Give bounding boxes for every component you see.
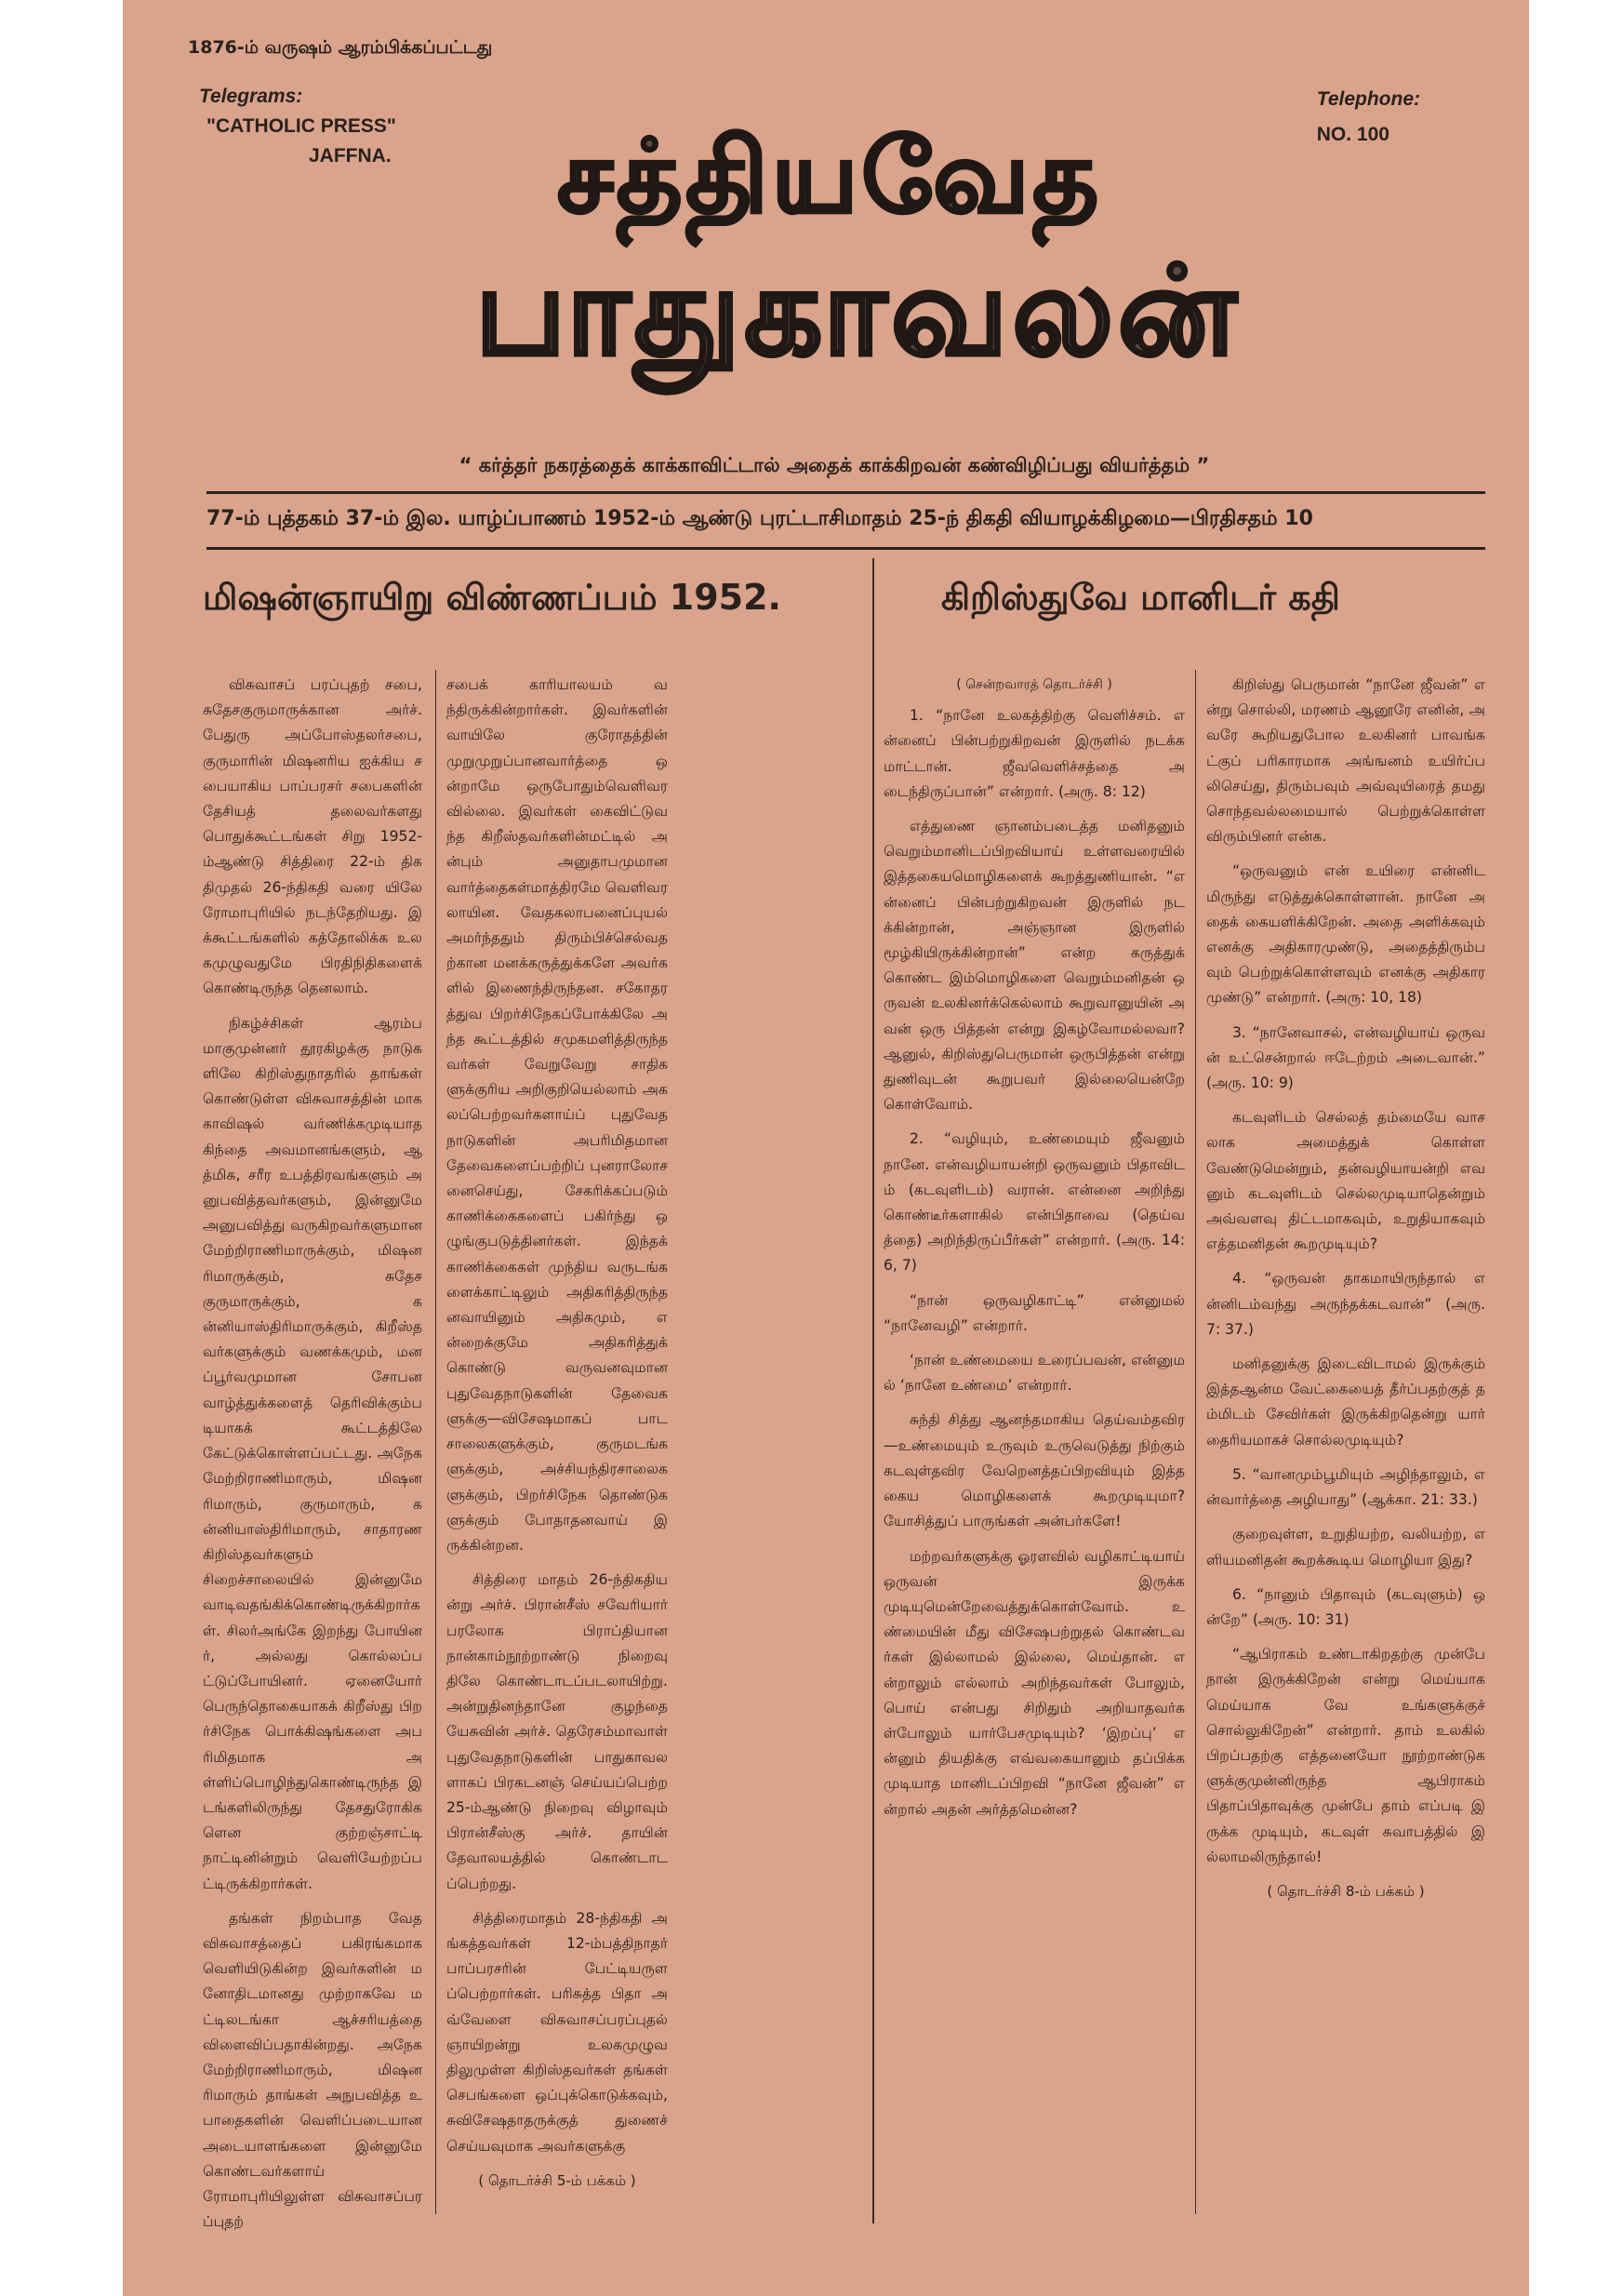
paragraph: எத்துணை ஞானம்படைத்த மனிதனும் வெறும்மானிடப்பிறவியாய் உள்ளவரையில் இத்தகையமொழிகளைக் கூறத்துணியான். “என்னைப் பின்பற்றுகிறவன் இருளில் நடக்கின்றான், அஞ்ஞான இருளில் மூழ்கியிருக்கின்றான்” என்ற கருத்துக் கொண்ட இம்மொழிகளை வெறும்மனிதன் ஒருவன் உலகினர்க்கெல்லாம் கூறுவானுயின் அவன் ஒரு பித்தன் என்று இகழ்வோமல்லவா? ஆனுல், கிறிஸ்துபெருமான் ஒருபித்தன் என்று துணிவுடன் கூறுபவர் இல்லையென்றே கொள்வோம். bbox=[884, 818, 1185, 1114]
paragraph: சித்திரை மாதம் 26-ந்திகதியன்று அர்ச். பிரான்சீஸ் சவேரியார் பரலோக பிராப்தியான நான்காம்நூற்றாண்டு நிறைவு திலே கொண்டாடப்படலாயிற்று. அன்றுதினந்தானே குழந்தை யேசுவின் அர்ச். தெரேசம்மாவாள் புதுவேதநாடுகளின் பாதுகாவலளாகப் பிரகடனஞ் செய்யப்பெற்ற 25-ம்ஆண்டு நிறைவு விழாவும் பிரான்சீஸ்கு அர்ச். தாயின் தேவாலயத்தில் கொண்டாடப்பெற்றது. bbox=[446, 1571, 668, 1892]
column-divider bbox=[435, 670, 436, 2214]
page-content bbox=[188, 37, 1485, 2270]
telegrams-label: Telegrams: bbox=[199, 86, 303, 107]
founded-note: 1876-ம் வருஷம் ஆரம்பிக்கப்பட்டது bbox=[188, 37, 493, 58]
article2-column1 bbox=[884, 673, 1185, 1832]
continued-from-note: ( சென்றவாரத் தொடர்ச்சி ) bbox=[956, 677, 1112, 692]
paragraph: கிறிஸ்து பெருமான் “நானே ஜீவன்” என்று சொல்லி, மரணம் ஆனூரே எனின், அவரே கூறியதுபோல உலகினர் பாவங்கட்குப் பரிகாரமாக அங்ஙனம் உயிர்ப்பலிசெய்து, திரும்பவும் அவ்வுயிரைத் தமது சொந்தவல்லமையால் பெற்றுக்கொள்ள விரும்பினர் என்க. bbox=[1206, 676, 1485, 846]
paragraph: நிகழ்ச்சிகள் ஆரம்பமாகுமுன்னர் தூரகிழக்கு நாடுகளிலே கிறிஸ்துநாதரில் தாங்கள் கொண்டுள்ள விசுவாசத்தின் மாக காவிஷல் வர்ணிக்கமுடியாத கிந்தை அவமானங்களும், ஆத்மிக, சரீர உபத்திரவங்களும் அனுபவித்தவர்களும், இன்னுமே அனுபவித்து வருகிறவர்களுமான மேற்றிராணிமாருக்கும், மிஷனரிமாருக்கும், சுதேசகுருமாருக்கும், கன்னியாஸ்திரிமாருக்கும், கிறீஸ்தவர்களுக்கும் வணக்கமும், மனப்பூர்வமுமான சோபனவாழ்த்துக்களைத் தெரிவிக்கும்படியாகக் கூட்டத்திலே கேட்டுக்கொள்ளப்பட்டது. அநேக மேற்றிராணிமாரும், மிஷனரிமாரும், குருமாரும், கன்னியாஸ்திரிமாரும், சாதாரணகிறிஸ்தவர்களும் சிறைச்சாலையில் இன்னுமே வாடிவதங்கிக்கொண்டிருக்கிறார்கள். சிலர்அங்கே இறந்து போயினர், அல்லது கொல்லப்பட்டுப்போயினர். ஏனையோர் பெருந்தொகையாகக் கிறீஸ்து பிறர்சிநேக பொக்கிஷங்களை அபரிமிதமாக அள்ளிப்பொழிந்துகொண்டிருந்த இடங்களிலிருந்து தேசதுரோகிகளென குற்றஞ்சாட்டி நாட்டினின்றும் வெளியேற்றப்பட்டிருக்கிறார்கள். bbox=[203, 1014, 422, 1892]
paragraph: சுந்தி சித்து ஆனந்தமாகிய தெய்வம்தவிர—உண்மையும் உருவும் உருவெடுத்து நிற்கும் கடவுள்தவிர வேறெனத்தப்பிறவியும் இத்தகைய மொழிகளைக் கூறமுடியுமா? யோசித்துப் பாருங்கள் அன்பர்களே! bbox=[884, 1411, 1185, 1530]
paragraph: ‘நான் உண்மையை உரைப்பவன், என்னுமல் ‘நானே உண்மை’ என்றார். bbox=[884, 1352, 1185, 1395]
paragraph: 6. “நானும் பிதாவும் (கடவுளும்) ஒன்றே” (அரு. 10: 31) bbox=[1206, 1585, 1485, 1628]
article1-column1 bbox=[203, 673, 422, 2244]
masthead-rule-bottom bbox=[206, 547, 1485, 550]
paragraph: 4. “ஒருவன் தாகமாயிருந்தால் என்னிடம்வந்து அருந்தக்கடவான்” (அரு. 7: 37.) bbox=[1206, 1270, 1485, 1338]
paragraph: 2. “வழியும், உண்மையும் ஜீவனும் நானே. என்வழியாயன்றி ஒருவனும் பிதாவிடம் (கடவுளிடம்) வரான். என்னை அறிந்து கொண்டீர்களாகில் என்பிதாவை (தெய்வத்தை) அறிந்திருப்பீர்கள்” என்றார். (அரு. 14: 6, 7) bbox=[884, 1130, 1185, 1275]
article-divider bbox=[872, 558, 874, 2223]
paragraph: “ஆபிராகம் உண்டாகிறதற்கு முன்பே நான் இருக்கிறேன் என்று மெய்யாக மெய்யாக வே உங்களுக்குச் சொல்லுகிறேன்” என்றார். தாம் உலகில் பிறப்பதற்கு எத்தனையோ நூற்றாண்டுகளுக்குமுன்னிருந்த ஆபிராகம் பிதாப்பிதாவுக்கு முன்பே தாம் எப்படி இருக்க முடியும், கடவுள் சுவாபத்தில் இல்லாமலிருந்தால்! bbox=[1206, 1646, 1485, 1865]
paragraph: “ஒருவனும் என் உயிரை என்னிடமிருந்து எடுத்துக்கொள்ளான். நானே அதைக் கையளிக்கிறேன். அதை அளிக்கவும் எனக்கு அதிகாரமுண்டு, அதைத்திரும்பவும் பெற்றுக்கொள்ளவும் எனக்கு அதிகாரமுண்டு” என்றார். (அரு: 10, 18) bbox=[1206, 862, 1485, 1007]
article2-column2 bbox=[1206, 673, 1485, 1914]
masthead-rule-top bbox=[206, 491, 1485, 494]
paragraph: சபைக் காரியாலயம் வந்திருக்கின்றார்கள். இவர்களின் வாயிலே குரோதத்தின் முறுமுறுப்பானவார்த்தை ஒன்றாமே ஒருபோதும்வெளிவரவில்லை. இவர்கள் கைவிட்டுவந்த கிறீஸ்தவர்களின்மட்டில் அன்பும் அனுதாபமுமான வார்த்தைகள்மாத்திரமே வெளிவரலாயின. வேதகலாபனைப்புயல் அமர்ந்ததும் திரும்பிச்செல்வதற்கான மனக்கருத்துக்களே அவர்களில் இணைந்திருந்தன. சகோதரத்துவ பிறர்சிநேகப்போக்கிலே அந்த கூட்டத்தில் சமுகமளித்திருந்தவர்கள் வேறுவேறு சாதிகளுக்குரிய அறிகுறியெல்லாம் அகலப்பெற்றவர்களாய்ப் புதுவேதநாடுகளின் அபரிமிதமான தேவைகளைப்பற்றிப் புனராலோசனைசெய்து, சேகரிக்கப்படும் காணிக்கைகளைப் பகிர்ந்து ஒழுங்குபடுத்தினர்கள். இந்தக் காணிக்கைகள் முந்திய வருடங்களைக்காட்டிலும் அதிகரித்திருந்தனவாயினும் அதிகமும், என்றைக்குமே அதிகரித்துக் கொண்டு வருவனவுமான புதுவேதநாடுகளின் தேவைகளுக்கு—விசேஷமாகப் பாடசாலைகளுக்கும், குருமடங்களுக்கும், அச்சியந்திரசாலைகளுக்கும், பிறர்சிநேக தொண்டுகளுக்கும் போதாதனவாய் இருக்கின்றன. bbox=[446, 676, 668, 1554]
column-divider bbox=[1195, 670, 1196, 2214]
paragraph: “நான் ஒருவழிகாட்டி” என்னுமல் “நானேவழி” என்றார். bbox=[884, 1291, 1185, 1334]
masthead-motto: “ கர்த்தர் நகரத்தைக் காக்காவிட்டால் அதைக் காக்கிறவன் கண்விழிப்பது வியர்த்தம் ” bbox=[459, 454, 1210, 476]
telephone-number: NO. 100 bbox=[1316, 124, 1389, 145]
dateline: 77-ம் புத்தகம் 37-ம் இல. யாழ்ப்பாணம் 1952-ம் ஆண்டு புரட்டாசிமாதம் 25-ந் திகதி வியாழக்கிழமை—பிரதிசதம் 10 bbox=[206, 507, 1313, 530]
continuation-note: ( தொடர்ச்சி 8-ம் பக்கம் ) bbox=[1267, 1882, 1425, 1900]
telegrams-city: JAFFNA. bbox=[309, 145, 392, 167]
paragraph: தங்கள் நிறம்பாத வேதவிசுவாசத்தைப் பகிரங்கமாகவெளியிடுகின்ற இவர்களின் மனோதிடமானது முற்றாகவே மட்டிலடங்கா ஆச்சரியத்தை விளைவிப்பதாகின்றது. அநேக மேற்றிராணிமாரும், மிஷனரிமாரும் தாங்கள் அநுபவித்த உபாதைகளின் வெளிப்படையான அடையாளங்களை இன்னுமே கொண்டவர்களாய் ரோமாபுரியிலுள்ள விசுவாசப்பரப்புதற் bbox=[203, 1909, 422, 2231]
paragraph: குறைவுள்ள, உறுதியற்ற, வலியற்ற, எளியமனிதன் கூறக்கூடிய மொழியா இது? bbox=[1206, 1526, 1485, 1568]
paragraph: 1. “நானே உலகத்திற்கு வெளிச்சம். என்னைப் பின்பற்றுகிறவன் இருளில் நடக்கமாட்டான். ஜீவவெளிச்சத்தை அடைந்திருப்பான்” என்றார். (அரு. 8: 12) bbox=[884, 707, 1185, 800]
masthead-title-line1: சத்தியவேத bbox=[557, 119, 1102, 235]
masthead-title-line2: பாதுகாவலன் bbox=[474, 240, 1241, 383]
paragraph: 3. “நானேவாசல், என்வழியாய் ஒருவன் உட்சென்றால் ஈடேற்றம் அடைவான்.” (அரு. 10: 9) bbox=[1206, 1023, 1485, 1092]
article2-headline: கிறிஸ்துவே மானிடர் கதி bbox=[941, 577, 1340, 618]
telegrams-address: "CATHOLIC PRESS" bbox=[206, 115, 396, 137]
article1-headline: மிஷன்ஞாயிறு விண்ணப்பம் 1952. bbox=[203, 577, 781, 618]
paragraph: கடவுளிடம் செல்லத் தம்மையே வாசலாக அமைத்துக் கொள்ள வேண்டுமென்றும், தன்வழியாயன்றி எவனும் கடவுளிடம் செல்லமுடியாதென்றும் அவ்வளவு திட்டமாகவும், உறுதியாகவும் எத்தமனிதன் கூறமுடியும்? bbox=[1206, 1109, 1485, 1253]
newspaper-page bbox=[123, 0, 1529, 2296]
paragraph: மற்றவர்களுக்கு ஓரளவில் வழிகாட்டியாய் ஒருவன் இருக்க முடியுமென்றேவைத்துக்கொள்வோம். உண்மையின் மீது விசேஷபற்றுதல் கொண்டவர்கள் இல்லாமல் இல்லை, மெய்தான். என்றாலும் எல்லாம் அறிந்தவர்கள் போலும், பொய் என்பது சிறிதும் அறியாதவர்கள்போலும் யார்பேசமுடியும்? ‘இறப்பு’ என்னும் தியதிக்கு எவ்வகையானும் தப்பிக்கமுடியாத மானிடப்பிறவி “நானே ஜீவன்” என்றால் அதன் அர்த்தமென்ன? bbox=[884, 1547, 1185, 1818]
paragraph: விசுவாசப் பரப்புதற் சபை, சுதேசகுருமாருக்கான அர்ச். பேதுரு அப்போஸ்தலர்சபை, குருமாரின் மிஷனரிய ஐக்கிய சபையாகிய பாப்பரசர் சபைகளின் தேசியத் தலைவர்களது பொதுக்கூட்டங்கள் சிறு 1952-ம்ஆண்டு சித்திரை 22-ம் திகதிமுதல் 26-ந்திகதி வரை யிலே ரோமாபுரியில் நடந்தேறியது. இக்கூட்டங்களில் கத்தோலிக்க உலகமுழுவதுமே பிரதிநிதிகளைக் கொண்டிருந்த தெனலாம். bbox=[203, 676, 422, 997]
continuation-note: ( தொடர்ச்சி 5-ம் பக்கம் ) bbox=[478, 2171, 636, 2189]
paragraph: சித்திரைமாதம் 28-ந்திகதி அங்கத்தவர்கள் 12-ம்பத்திநாதர் பாப்பரசரின் பேட்டியருளப்பெற்றார்கள். பரிசுத்த பிதா அவ்வேளை விசுவாசப்பரப்புதல் ஞாயிறன்று உலகமுழுவதிலுமுள்ள கிறிஸ்தவர்கள் தங்கள் செபங்களை ஒப்புக்கொடுக்கவும், சுவிசேஷதாதருக்குத் துணைச் செய்யவுமாக அவர்களுக்கு bbox=[446, 1909, 668, 2155]
telephone-label: Telephone: bbox=[1316, 88, 1420, 110]
paragraph: 5. “வானமும்பூமியும் அழிந்தாலும், என்வார்த்தை அழியாது” (ஆக்கா. 21: 33.) bbox=[1206, 1465, 1485, 1509]
paragraph: மனிதனுக்கு இடைவிடாமல் இருக்கும் இத்தஆன்ம வேட்கையைத் தீர்ப்பதற்குத் தம்மிடம் சேவிர்கள் இருக்கிறதென்று யார் தைரியமாகச் சொல்லமுடியும்? bbox=[1206, 1355, 1485, 1448]
article1-column2 bbox=[446, 673, 859, 2203]
